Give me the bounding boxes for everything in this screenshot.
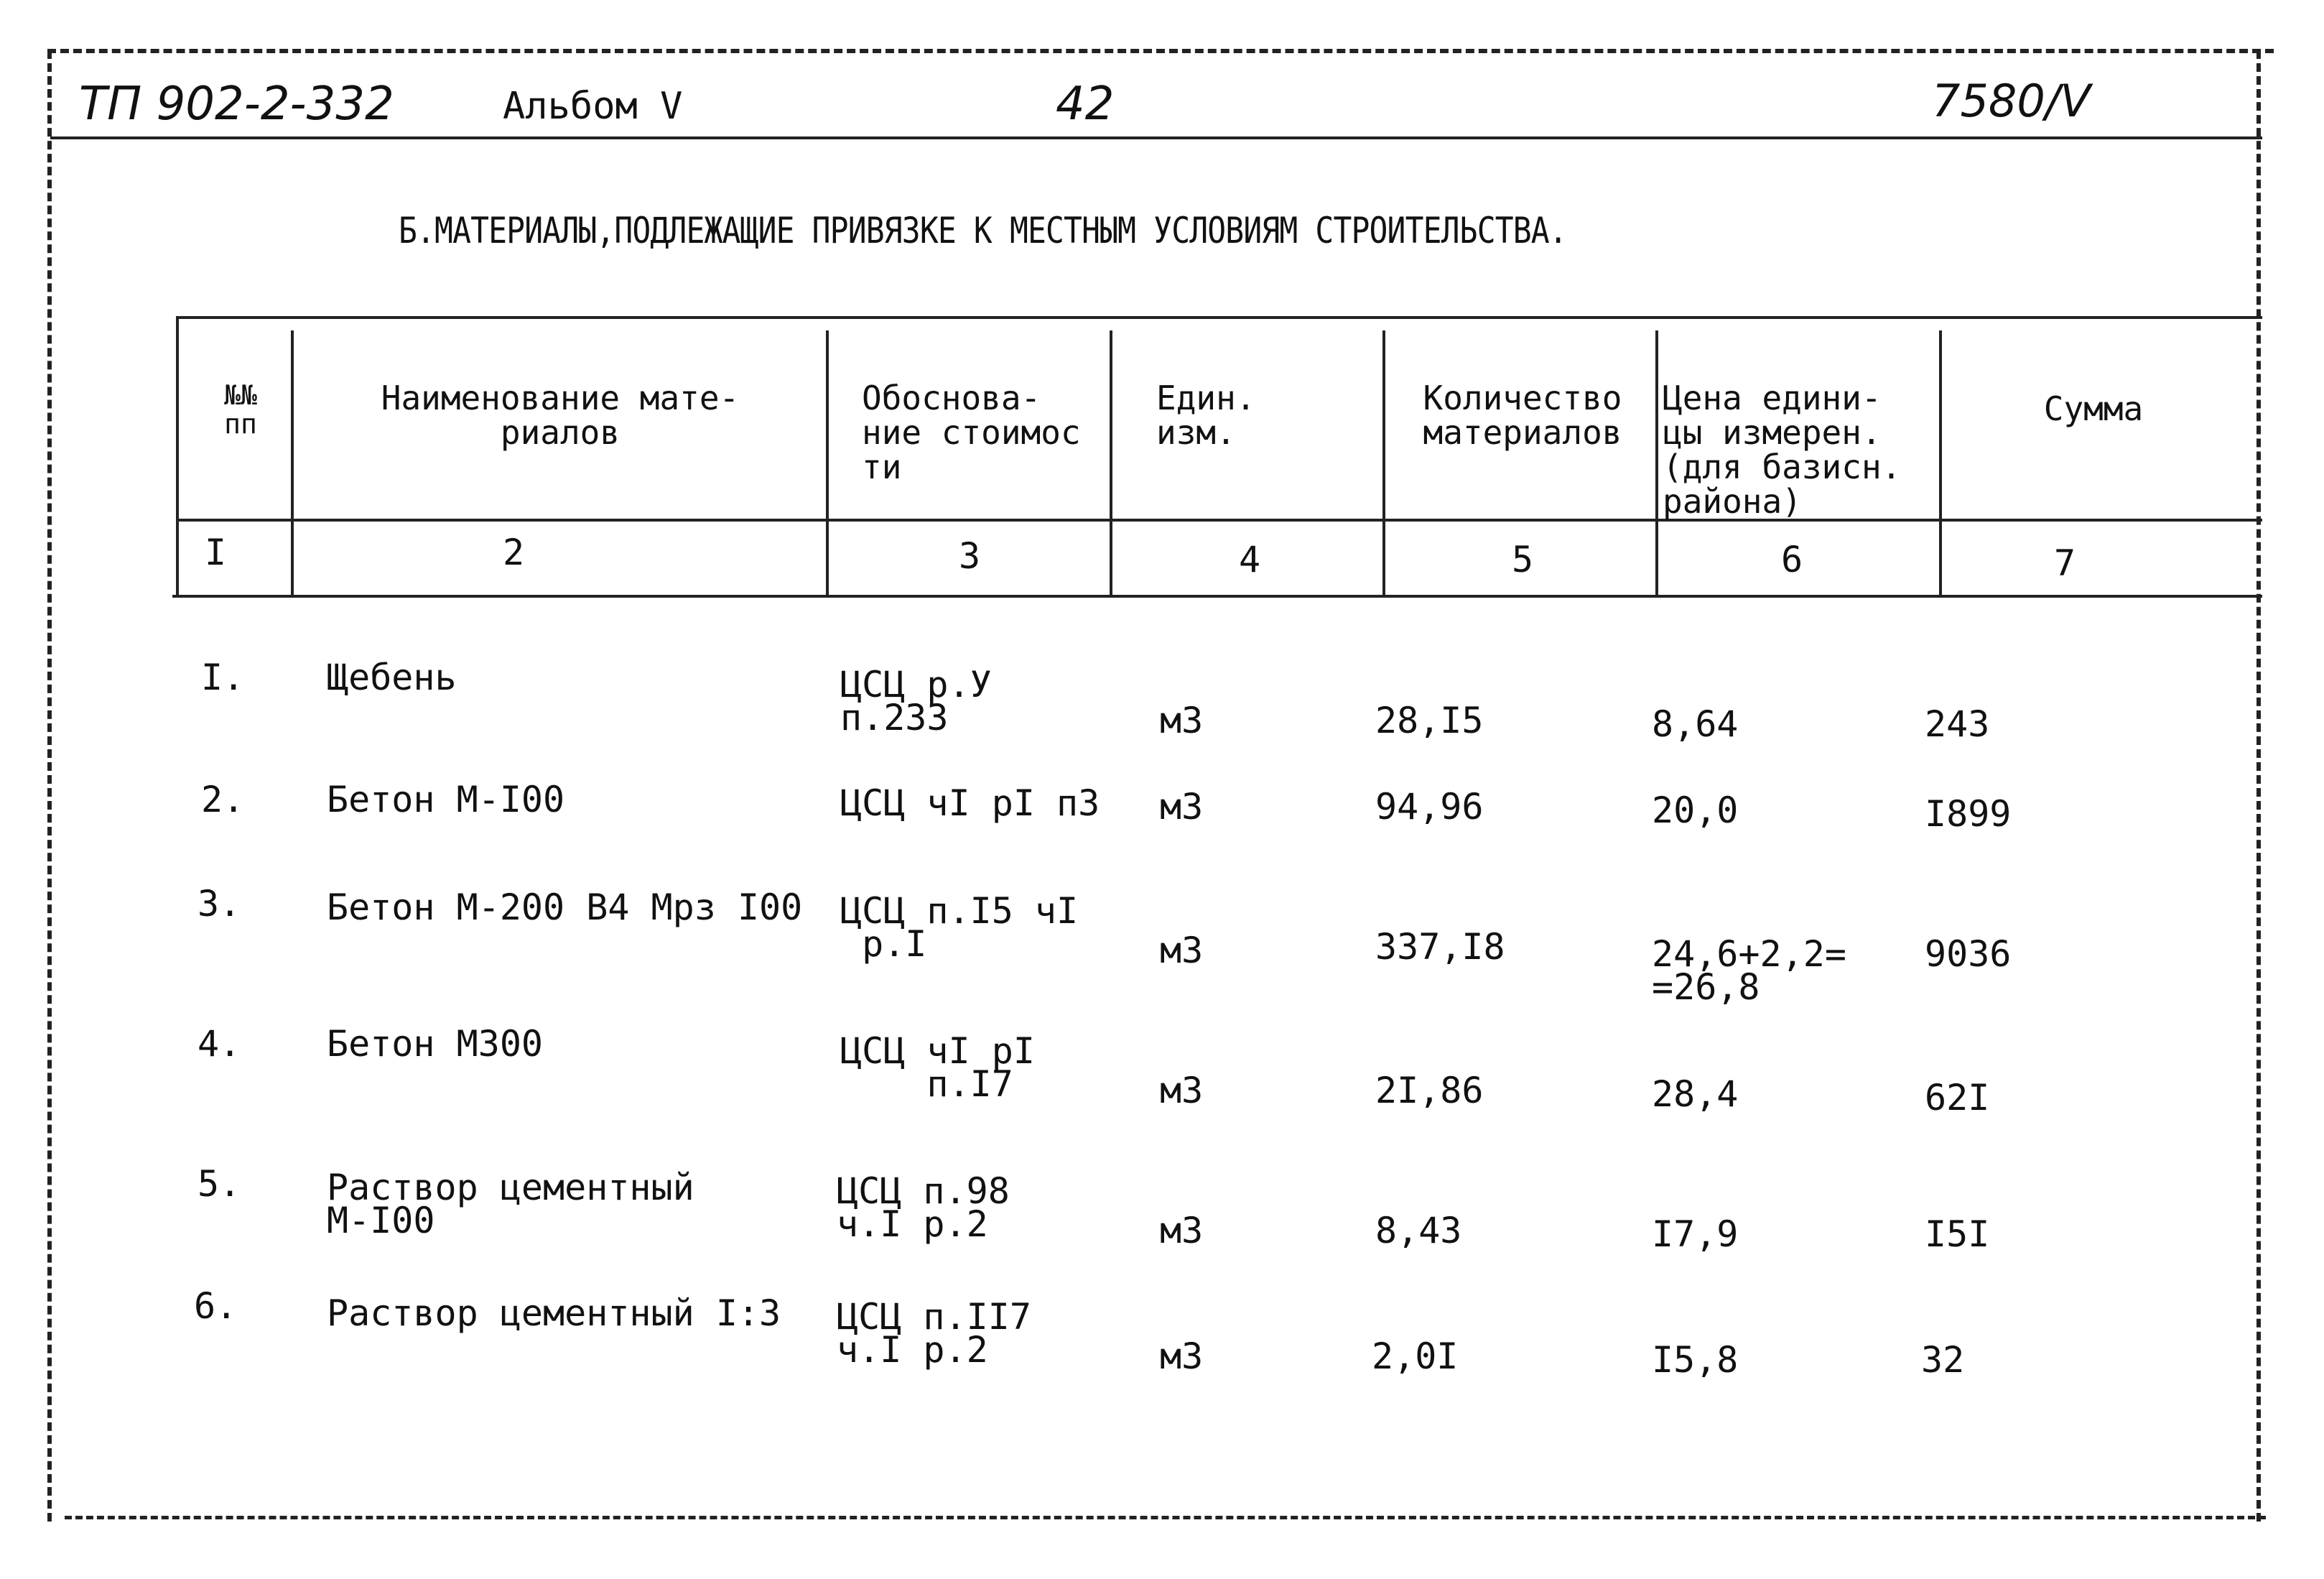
row-6-unit: м3: [1160, 1335, 1204, 1377]
row-6-basis: ЦСЦ п.II7 ч.I р.2: [837, 1296, 1031, 1371]
col-divider-5: [1655, 330, 1658, 596]
row-3-sum: 9036: [1925, 933, 2012, 975]
page-number: 42: [1056, 78, 1115, 131]
row-6-no: 6.: [194, 1285, 238, 1327]
header-rule: [50, 136, 2262, 139]
col-divider-0: [176, 316, 179, 596]
row-2-basis: ЦСЦ чI рI п3: [840, 782, 1100, 824]
row-4-sum: 62I: [1925, 1077, 1990, 1119]
row-6-sum: 32: [1921, 1339, 1965, 1381]
row-5-price: I7,9: [1652, 1213, 1739, 1255]
col-header-quantity: Количество материалов: [1423, 379, 1622, 452]
row-2-qty: 94,96: [1375, 786, 1484, 828]
row-3-no: 3.: [197, 883, 241, 925]
col-number-3: 3: [959, 535, 981, 577]
frame-left-border: [47, 50, 52, 1522]
col-divider-2: [826, 330, 829, 596]
row-2-name: Бетон М-I00: [327, 779, 565, 820]
row-4-unit: м3: [1160, 1070, 1204, 1111]
row-3-basis: ЦСЦ п.I5 чI р.I: [840, 890, 1079, 965]
row-3-price: 24,6+2,2= =26,8: [1652, 933, 1846, 1008]
row-5-basis: ЦСЦ п.98 ч.I р.2: [837, 1170, 1010, 1245]
col-divider-4: [1382, 330, 1385, 596]
row-2-no: 2.: [201, 779, 245, 820]
col-number-5: 5: [1512, 539, 1534, 580]
col-number-1: I: [205, 532, 227, 573]
row-6-qty: 2,0I: [1372, 1335, 1459, 1377]
row-5-qty: 8,43: [1375, 1210, 1462, 1251]
row-6-price: I5,8: [1652, 1339, 1739, 1381]
row-3-unit: м3: [1160, 930, 1204, 971]
col-header-sum: Сумма: [2043, 389, 2144, 428]
row-2-price: 20,0: [1652, 790, 1739, 831]
col-header-no: №№ пп: [224, 379, 257, 440]
row-4-qty: 2I,86: [1375, 1070, 1484, 1111]
row-1-basis: ЦСЦ р.У п.233: [840, 664, 992, 738]
table-number-row-rule: [172, 595, 2262, 598]
row-1-name: Щебень: [327, 657, 457, 698]
col-number-4: 4: [1239, 539, 1261, 580]
album-label: Альбом V: [503, 85, 683, 128]
row-1-unit: м3: [1160, 700, 1204, 741]
inventory-number: 7580/V: [1932, 75, 2091, 127]
col-header-basis: Обоснова- ние стоимос ти: [862, 379, 1081, 486]
col-header-name: Наименование мате- риалов: [381, 379, 740, 452]
row-2-unit: м3: [1160, 786, 1204, 828]
row-1-sum: 243: [1925, 703, 1990, 745]
row-5-sum: I5I: [1925, 1213, 1990, 1255]
table-top-rule: [176, 316, 2262, 319]
materials-table-header: [176, 316, 2262, 603]
col-divider-1: [291, 330, 294, 596]
row-5-no: 5.: [197, 1163, 241, 1205]
col-number-2: 2: [503, 532, 525, 573]
row-1-price: 8,64: [1652, 703, 1739, 745]
row-5-name: Раствор цементный М-I00: [327, 1167, 694, 1241]
row-2-sum: I899: [1925, 793, 2012, 835]
frame-top-border: [47, 49, 2274, 53]
row-4-basis: ЦСЦ чI рI п.I7: [840, 1030, 1035, 1105]
row-4-name: Бетон М300: [327, 1023, 544, 1065]
row-4-price: 28,4: [1652, 1073, 1739, 1115]
col-number-7: 7: [2054, 542, 2076, 584]
row-5-unit: м3: [1160, 1210, 1204, 1251]
row-1-no: I.: [201, 657, 245, 698]
col-divider-3: [1110, 330, 1112, 596]
col-number-6: 6: [1781, 539, 1803, 580]
row-3-qty: 337,I8: [1375, 926, 1505, 968]
section-title: Б.МАТЕРИАЛЫ,ПОДЛЕЖАЩИЕ ПРИВЯЗКЕ К МЕСТНЫМ УСЛОВИЯМ СТРОИТЕЛЬСТВА.: [399, 210, 1567, 251]
row-4-no: 4.: [197, 1023, 241, 1065]
row-1-qty: 28,I5: [1375, 700, 1484, 741]
document-code: ТП 902-2-332: [79, 78, 394, 131]
row-6-name: Раствор цементный I:3: [327, 1292, 781, 1334]
frame-bottom-border: [65, 1516, 2266, 1519]
row-3-name: Бетон М-200 В4 Мрз I00: [327, 886, 803, 928]
col-header-unit-price: Цена едини- цы измерен. (для базисн. района): [1663, 379, 1902, 521]
col-header-unit: Един. изм.: [1156, 379, 1256, 452]
frame-right-border: [2256, 50, 2261, 1522]
table-header-rule: [176, 519, 2262, 522]
